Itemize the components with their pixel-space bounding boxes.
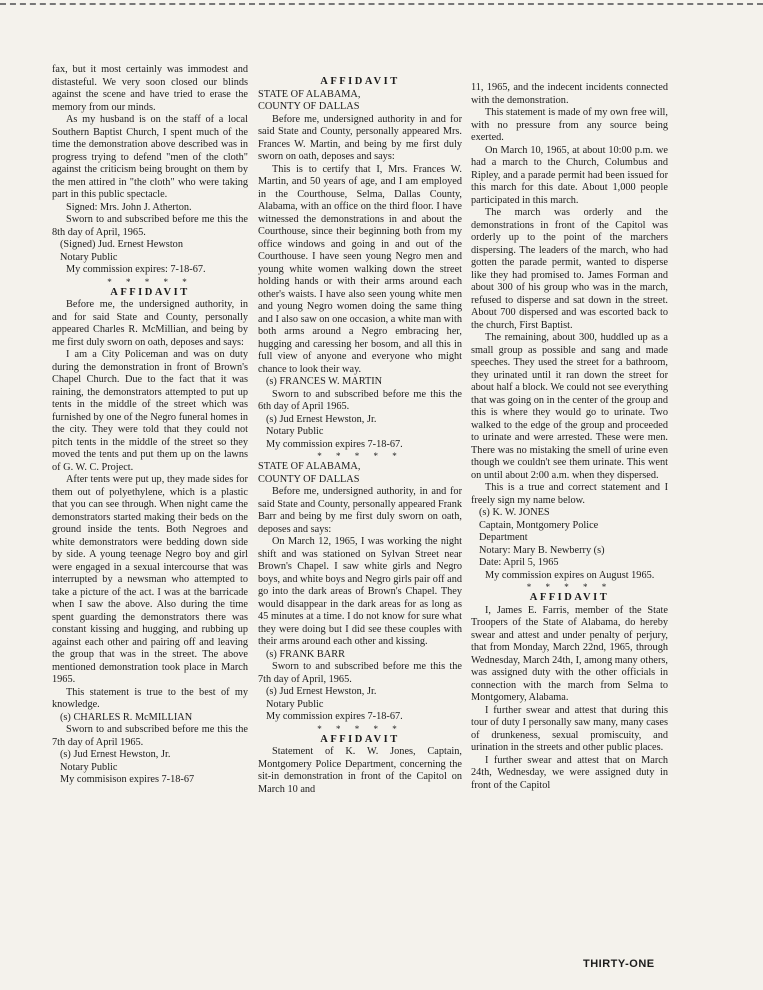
column-left — [52, 64, 248, 787]
signature-line: Date: April 5, 1965 — [479, 557, 559, 568]
paragraph: I am a City Policeman and was on duty during the demonstration in front of Brown's Chapel Church. Due to the fact that it was raining, the demonstrators attempted to put up tents in the middle of the street which was furnished by one of the Negro funeral homes in the city. They were told that they could not pitch tents in the middle of the street so they moved the tents and put them up on the lawns of G. W. C. Project. — [52, 349, 248, 473]
paragraph: This is to certify that I, Mrs. Frances W. Martin, and 50 years of age, and I am employed in the Courthouse, Selma, Dallas County, Alabama, with an office on the third floor. I have witnessed the demonstrations in and about the Courthouse, since their beginning both from my office windows and going in and out of the Courthouse. I have seen young Negro men and young white women walking down the street holding hands or with their arms around each other's waists. I have also seen young white men and young Negro women doing the same thing and I also saw on one occasion, a white man with both arms around a Negro embracing her, hugging and caressing her bosom, and all this in full view of anyone and everyone who might chance to look their way. — [258, 163, 462, 375]
signature-line: (s) FRANCES W. MARTIN — [266, 376, 383, 387]
paragraph: 11, 1965, and the indecent incidents connected with the demonstration. — [471, 82, 668, 106]
signature-line: My commisison expires 7-18-67 — [60, 774, 195, 785]
affidavit-heading: AFFIDAVIT — [529, 592, 610, 603]
paragraph: The march was orderly and the demonstrations in front of the Capitol was orderly up to the point of the marchers dispersing. The leaders of the march, who had gotten the parade permit, wanted to disperse like they had promised to. James Forman and about 300 of his group who was in the march, refused to disperse and sat down in the street. About 700 dispersed and was escorted back to the church, First Baptist. — [471, 207, 668, 331]
page-number: THIRTY-ONE — [583, 958, 655, 970]
signature-line: (s) CHARLES R. McMILLIAN — [60, 711, 193, 723]
paragraph: Before me, undersigned authority, in and for said State and County, personally appeared Frank Barr and being by me first duly sworn on oath, deposes and says: — [258, 486, 462, 535]
paragraph: I, James E. Farris, member of the State Troopers of the State of Alabama, do hereby swear and attest and under penalty of perjury, that from Monday, March 22nd, 1965, through Wednesday, March 24th, I, among many others, was assigned duty with the other officials in connection with the march from Selma to Montgomery, Alabama. — [471, 604, 668, 703]
venue-line: COUNTY OF DALLAS — [258, 473, 360, 485]
section-divider: * * * * * — [317, 451, 403, 461]
signature-line: Department — [479, 532, 528, 543]
signature-line: (Signed) Jud. Ernest Hewston — [60, 239, 183, 250]
paragraph: This statement is true to the best of my knowledge. — [52, 686, 248, 710]
paragraph: My commission expires: 7-18-67. — [66, 264, 206, 275]
signature-line: Notary Public — [60, 251, 118, 263]
paragraph: The remaining, about 300, huddled up as a small group as possible and sang and made speeches. They used the street for a bathroom, they urinated until it ran down the street for about half a block. We could not see everything that was going on in the center of the group and this is where they would go to urinate. Two walked to the edge of the group and proceeded to urinate and were arrested. These were men. There was no mistaking the smell of urine even though we couldn't see them urinate. This went on until about 2:00 a.m. when they dispersed. — [471, 332, 668, 481]
venue-line: STATE OF ALABAMA, — [258, 461, 361, 472]
paragraph: This statement is made of my own free will, with no pressure from any source being exerted. — [471, 107, 668, 143]
section-divider: * * * * * — [317, 723, 403, 734]
paragraph: I further swear and attest that during this tour of duty I personally saw many, many cases of drunkeness, sexual promiscuity, and urination in the streets and other public places. — [471, 704, 668, 753]
paragraph: I further swear and attest that on March 24th, Wednesday, we were assigned duty in front of the Capitol — [471, 754, 668, 791]
paragraph: Signed: Mrs. John J. Atherton. — [66, 201, 192, 213]
affidavit-heading: AFFIDAVIT — [320, 76, 400, 87]
section-divider: * * * * * — [526, 582, 613, 592]
signature-line: Notary Public — [266, 698, 324, 710]
paragraph: Before me, undersigned authority in and for said State and County, personally appeared Mrs. Frances W. Martin, and being by me first duly sworn on oath, deposes and says: — [258, 113, 462, 162]
signature-line: My commission expires 7-18-67. — [266, 438, 403, 450]
signature-line: (s) FRANK BARR — [266, 648, 345, 660]
paragraph: Sworn to and subscribed before me this the 7th day of April, 1965. — [258, 661, 462, 685]
affidavit-heading: AFFIDAVIT — [320, 733, 400, 745]
column-right — [471, 82, 668, 792]
signature-line: (s) Jud Ernest Hewston, Jr. — [266, 686, 377, 697]
paragraph: On March 12, 1965, I was working the night shift and was stationed on Sylvan Street near Brown's Chapel. I saw white girls and Negro boys, and white boys and Negro girls pair off and go into the dark areas of Brown's Chapel. They would disappear in the dark areas for as long as 45 minutes at a time. I do not know for sure what they were doing but I did see these couples with their arms around each other and kissing. — [258, 536, 462, 647]
signature-line: Notary Public — [266, 426, 324, 437]
column-middle — [258, 76, 462, 796]
signature-line: (s) Jud Ernest Hewston, Jr. — [60, 749, 171, 760]
section-divider: * * * * * — [107, 276, 193, 287]
signature-line: (s) K. W. JONES — [479, 507, 550, 518]
signature-line: Captain, Montgomery Police — [479, 519, 599, 531]
venue-line: COUNTY OF DALLAS — [258, 101, 360, 112]
signature-line: Notary: Mary B. Newberry (s) — [479, 544, 605, 556]
signature-line: Notary Public — [60, 761, 118, 773]
signature-line: (s) Jud Ernest Hewston, Jr. — [266, 413, 377, 425]
affidavit-heading: AFFIDAVIT — [110, 286, 190, 298]
paragraph: Sworn to and subscribed before me this the 6th day of April 1965. — [258, 388, 462, 412]
paragraph: As my husband is on the staff of a local Southern Baptist Church, I spent much of the time the demonstration above described was in progress trying to defend "men of the cloth" against the criticism being brought on them by the men attired in "the cloth" who were taking part in this public spectacle. — [52, 114, 248, 200]
paragraph: Sworn to and subscribed before me this the 7th day of April 1965. — [52, 724, 248, 748]
paragraph: My commission expires on August 1965. — [485, 569, 655, 581]
paragraph: fax, but it most certainly was immodest and distasteful. We very soon closed our blinds against the scene and have tried to erase the memory from our minds. — [52, 64, 248, 113]
paragraph: Before me, the undersigned authority, in and for said State and County, personally appeared Charles R. McMillian, and being by me first duly sworn on oath, deposes and says: — [52, 299, 248, 348]
venue-line: STATE OF ALABAMA, — [258, 88, 361, 100]
paragraph: Statement of K. W. Jones, Captain, Montgomery Police Department, concerning the sit-in demonstration in front of the Capitol on March 10 and — [258, 746, 462, 795]
top-rule — [0, 0, 763, 5]
paragraph: This is a true and correct statement and I freely sign my name below. — [471, 482, 668, 506]
paragraph: Sworn to and subscribed before me this the 8th day of April, 1965. — [52, 214, 248, 238]
signature-line: My commission expires 7-18-67. — [266, 711, 403, 722]
paragraph: On March 10, 1965, at about 10:00 p.m. we had a march to the Church, Columbus and Ripley, and a parade permit had been issued for this march for this date. About 1,000 people participated in this march. — [471, 144, 668, 206]
paragraph: After tents were put up, they made sides for them out of polyethylene, which is a plastic that you can see through. When night came the demonstrators started making their beds on the ground inside the tents. Both Negroes and white demonstrators were bedding down side by side. A young teenage Negro boy and girl were engaged in a sexual intercourse that was interrupted by a newsman who attempted to take a picture of the act. I was at the barricade when I saw the above. Also during the time spent guarding the demonstrators there was constant kissing and hugging, and rubbing up against each other and pairing off and leaving the group that was in the street. The above mentioned demonstration took place in March 1965. — [52, 474, 248, 685]
